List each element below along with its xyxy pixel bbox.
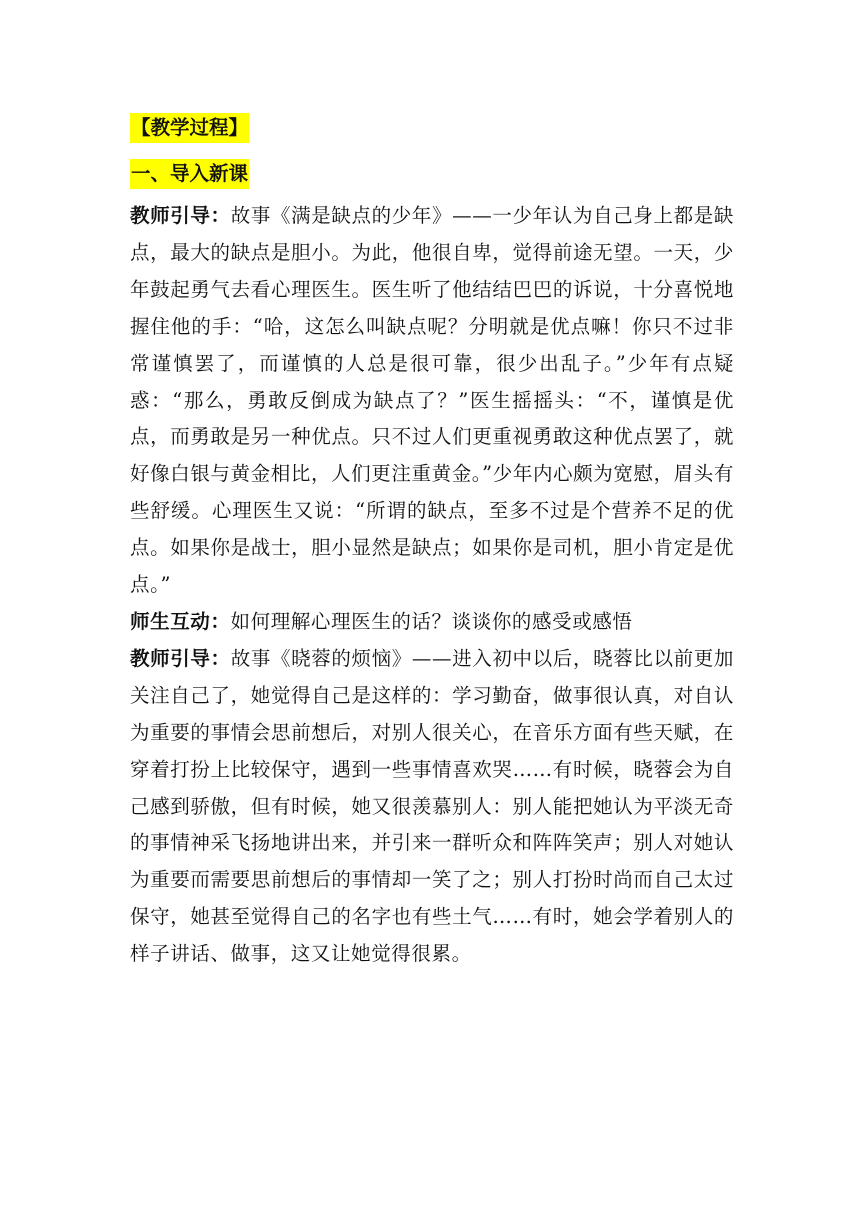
- paragraph-interaction: [130, 604, 734, 641]
- sub-heading: 一、导入新课: [130, 159, 249, 189]
- section-heading: 【教学过程】: [130, 113, 249, 143]
- paragraph-text: 故事《晓蓉的烦恼》——进入初中以后，晓蓉比以前更加关注自己了，她觉得自己是这样的：学习勤奋，做事很认真，对自认为重要的事情会思前想后，对别人很关心，在音乐方面有些天赋，在穿着打扮上比较保守，遇到一些事情喜欢哭……有时候，晓蓉会为自己感到骄傲，但有时候，她又很羡慕别人：别人能把她认为平淡无奇的事情神采飞扬地讲出来，并引来一群听众和阵阵笑声；别人对她认为重要而需要思前想后的事情却一笑了之；别人打扮时尚而自己太过保守，她甚至觉得自己的名字也有些土气……有时，她会学着别人的样子讲话、做事，这又让她觉得很累。: [130, 646, 734, 966]
- paragraph-label: 教师引导：: [130, 646, 231, 670]
- paragraph-teacher-guide-2: [130, 641, 734, 973]
- section-heading-line: [130, 106, 734, 152]
- paragraph-label: 师生互动：: [130, 609, 231, 633]
- paragraph-text: 故事《满是缺点的少年》——一少年认为自己身上都是缺点，最大的缺点是胆小。为此，他很自卑，觉得前途无望。一天，少年鼓起勇气去看心理医生。医生听了他结结巴巴的诉说，十分喜悦地握住他的手：“哈，这怎么叫缺点呢？分明就是优点嘛！你只不过非常谨慎罢了，而谨慎的人总是很可靠，很少出乱子。”少年有点疑惑：“那么，勇敢反倒成为缺点了？”医生摇摇头：“不，谨慎是优点，而勇敢是另一种优点。只不过人们更重视勇敢这种优点罢了，就好像白银与黄金相比，人们更注重黄金。”少年内心颇为宽慰，眉头有些舒缓。心理医生又说：“所谓的缺点，至多不过是个营养不足的优点。如果你是战士，胆小显然是缺点；如果你是司机，胆小肯定是优点。”: [130, 204, 734, 597]
- document-body: [130, 106, 734, 973]
- paragraph-teacher-guide-1: [130, 198, 734, 604]
- paragraph-label: 教师引导：: [130, 204, 231, 227]
- sub-heading-line: [130, 152, 734, 198]
- paragraph-text: 如何理解心理医生的话？谈谈你的感受或感悟: [230, 609, 633, 633]
